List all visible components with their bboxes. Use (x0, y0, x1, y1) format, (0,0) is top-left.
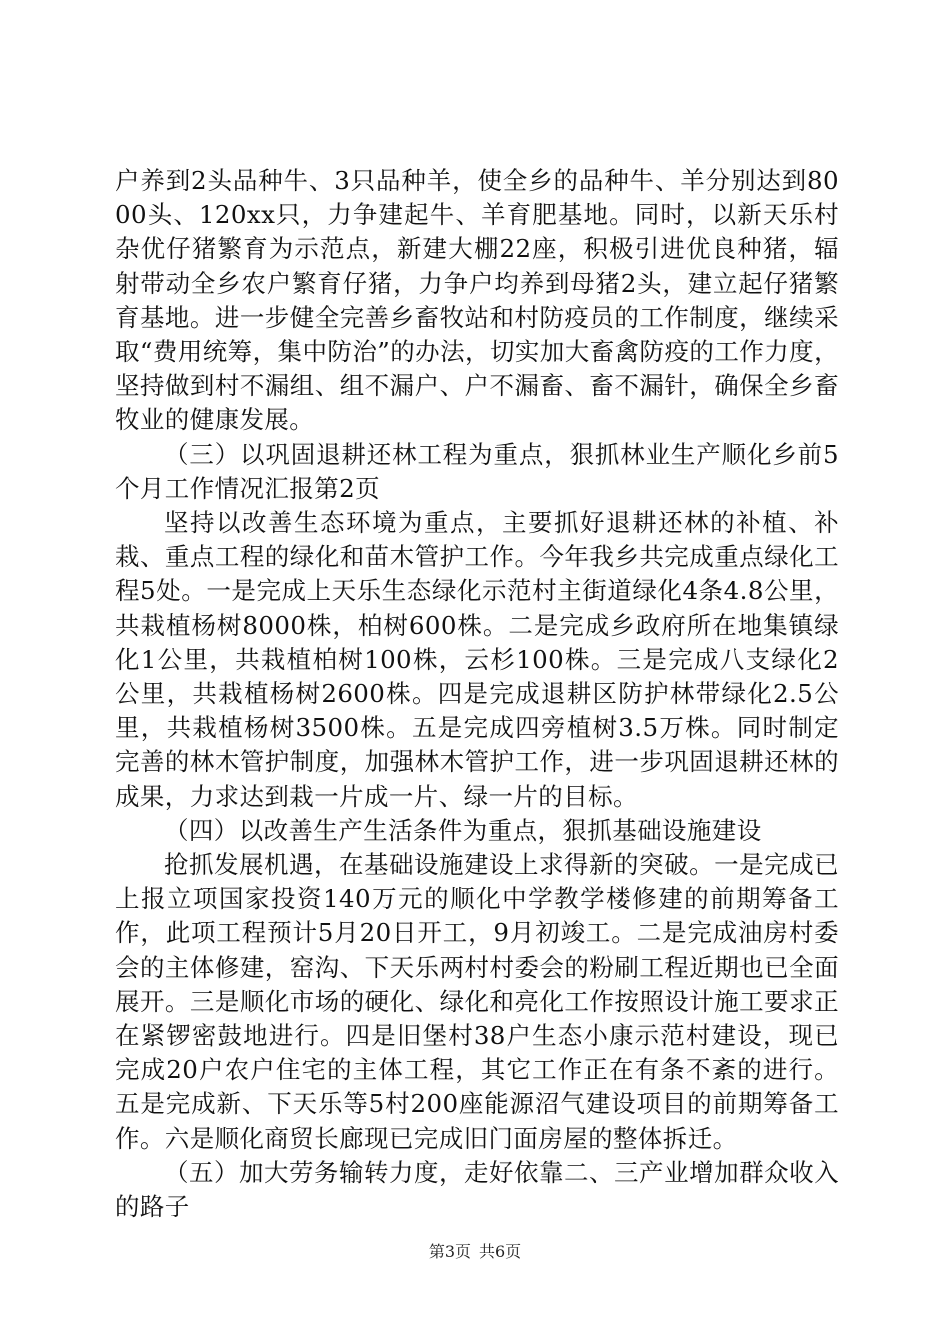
section-heading-labor-export: （五）加大劳务输转力度，走好依靠二、三产业增加群众收入的路子 (115, 1157, 839, 1222)
page-number: 第3页 (428, 1242, 471, 1261)
paragraph-forestry: 坚持以改善生态环境为重点，主要抓好退耕还林的补植、补栽、重点工程的绿化和苗木管护工作。今年我乡共完成重点绿化工程5处。一是完成上天乐生态绿化示范村主街道绿化4条4.8公里，共栽植杨树8000株，柏树600株。二是完成乡政府所在地集镇绿化1公里，共栽植柏树100株，云杉100株。三是完成八支绿化2公里，共栽植杨树2600株。四是完成退耕区防护林带绿化2.5公里，共栽植杨树3500株。五是完成四旁植树3.5万株。同时制定完善的林木管护制度，加强林木管护工作，进一步巩固退耕还林的成果，力求达到栽一片成一片、绿一片的目标。 (115, 508, 839, 811)
section-heading-forestry: （三）以巩固退耕还林工程为重点，狠抓林业生产顺化乡前5个月工作情况汇报第2页 (115, 439, 839, 503)
section-heading-infrastructure: （四）以改善生产生活条件为重点，狠抓基础设施建设 (164, 815, 762, 845)
document-body (115, 164, 839, 1224)
paragraph-infrastructure: 抢抓发展机遇，在基础设施建设上求得新的突破。一是完成已上报立项国家投资140万元的顺化中学教学楼修建的前期筹备工作，此项工程预计5月20日开工，9月初竣工。二是完成油房村委会的主体修建，窑沟、下天乐两村村委会的粉刷工程近期也已全面展开。三是顺化市场的硬化、绿化和亮化工作按照设计施工要求正在紧锣密鼓地进行。四是旧堡村38户生态小康示范村建设，现已完成20户农户住宅的主体工程，其它工作正在有条不紊的进行。五是完成新、下天乐等5村200座能源沼气建设项目的前期筹备工作。六是顺化商贸长廊现已完成旧门面房屋的整体拆迁。 (115, 850, 839, 1153)
page-total: 共6页 (479, 1242, 522, 1261)
paragraph-livestock-continued: 户养到2头品种牛、3只品种羊，使全乡的品种牛、羊分别达到8000头、120xx只，力争建起牛、羊育肥基地。同时，以新天乐村杂优仔猪繁育为示范点，新建大棚22座，积极引进优良种猪，辐射带动全乡农户繁育仔猪，力争户均养到母猪2头，建立起仔猪繁育基地。进一步健全完善乡畜牧站和村防疫员的工作制度，继续采取“费用统筹，集中防治”的办法，切实加大畜禽防疫的工作力度，坚持做到村不漏组、组不漏户、户不漏畜、畜不漏针，确保全乡畜牧业的健康发展。 (115, 166, 839, 435)
page-footer (0, 1242, 950, 1262)
